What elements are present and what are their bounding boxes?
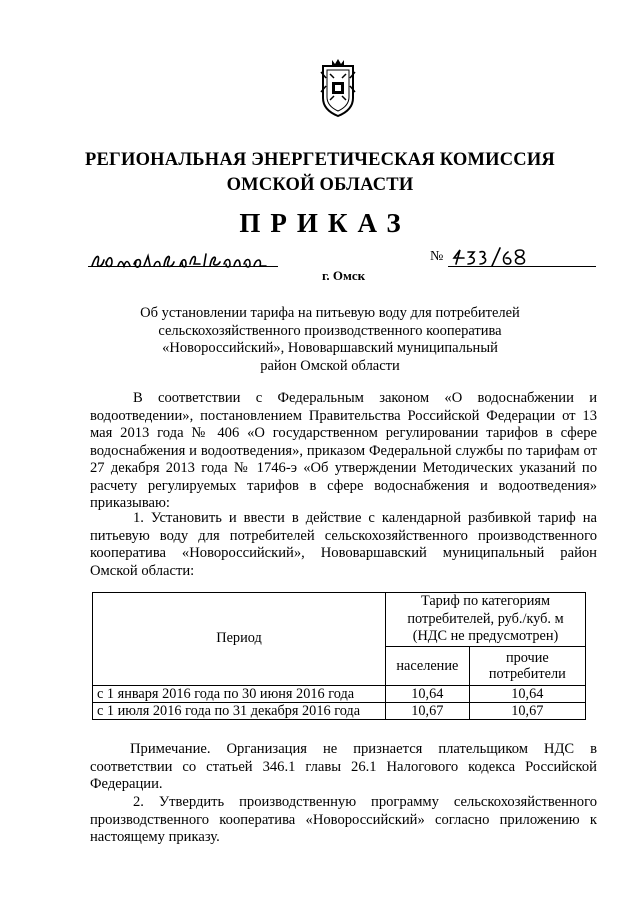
number-sign: № [430, 249, 444, 264]
table-cell-population: 10,67 [386, 702, 470, 719]
coat-of-arms-icon [318, 58, 358, 120]
order-subject [80, 305, 580, 375]
subject-line: «Новороссийский», Нововаршавский муниципальный [162, 340, 498, 356]
table-cell-other: 10,64 [469, 685, 585, 702]
note-paragraph [90, 741, 597, 794]
column-header-other: прочие потребители [469, 646, 585, 685]
item-1-text: 1. Установить и ввести в действие с календарной разбивкой тариф на питьевую воду для потребителей сельскохозяйственного производственного кооператива «Новороссийский», Нововаршавский муниципальный район Омской области: [90, 510, 597, 579]
preamble-text: В соответствии с Федеральным законом «О водоснабжении и водоотведении», постановлением Правительства Российской Федерации от 13 мая 2013 года № 406 «О государственном регулировании тарифов в сфере водоснабжения и водоотведения», приказом Федеральной службы по тарифам от 27 декабря 2013 года № 1746-э «Об утверждении Методических указаний по расчету регулируемых тарифов в сфере водоснабжения и водоотведения» приказываю: [90, 390, 597, 511]
table-cell-other: 10,67 [469, 702, 585, 719]
table-cell-population: 10,64 [386, 685, 470, 702]
city: г. Омск [322, 268, 366, 283]
table-cell-period: с 1 июля 2016 года по 31 декабря 2016 года [93, 702, 386, 719]
subject-line: Об установлении тарифа на питьевую воду для потребителей [140, 305, 520, 321]
column-header-period: Период [93, 593, 386, 686]
organization-name: РЕГИОНАЛЬНАЯ ЭНЕРГЕТИЧЕСКАЯ КОМИССИЯ [84, 150, 555, 170]
item-2-paragraph [90, 794, 597, 847]
subject-line: сельскохозяйственного производственного кооператива [158, 322, 502, 339]
column-header-population: население [386, 646, 470, 685]
table-cell-period: с 1 января 2016 года по 30 июня 2016 года [93, 685, 386, 702]
handwritten-number [452, 246, 542, 268]
table-row [93, 702, 586, 719]
organization-region: ОМСКОЙ ОБЛАСТИ [226, 175, 414, 195]
table-row [93, 685, 586, 702]
preamble-paragraph [90, 390, 597, 513]
item-1-paragraph [90, 510, 597, 580]
date-underline [88, 266, 278, 267]
note-text: Примечание. Организация не признается плательщиком НДС в соответствии со статьей 346.1 главы 26.1 Налогового кодекса Российской Федерации. [90, 741, 597, 792]
item-2-text: 2. Утвердить производственную программу сельскохозяйственного производственного кооператива «Новороссийский» согласно приложению к настоящему приказу. [90, 794, 597, 845]
tariff-table [92, 592, 586, 720]
document-type: ПРИКАЗ [239, 208, 411, 238]
subject-line: район Омской области [260, 357, 400, 374]
column-header-tariff: Тариф по категориям потребителей, руб./куб. м (НДС не предусмотрен) [386, 593, 586, 647]
handwritten-date [90, 250, 270, 272]
number-underline [448, 266, 596, 267]
